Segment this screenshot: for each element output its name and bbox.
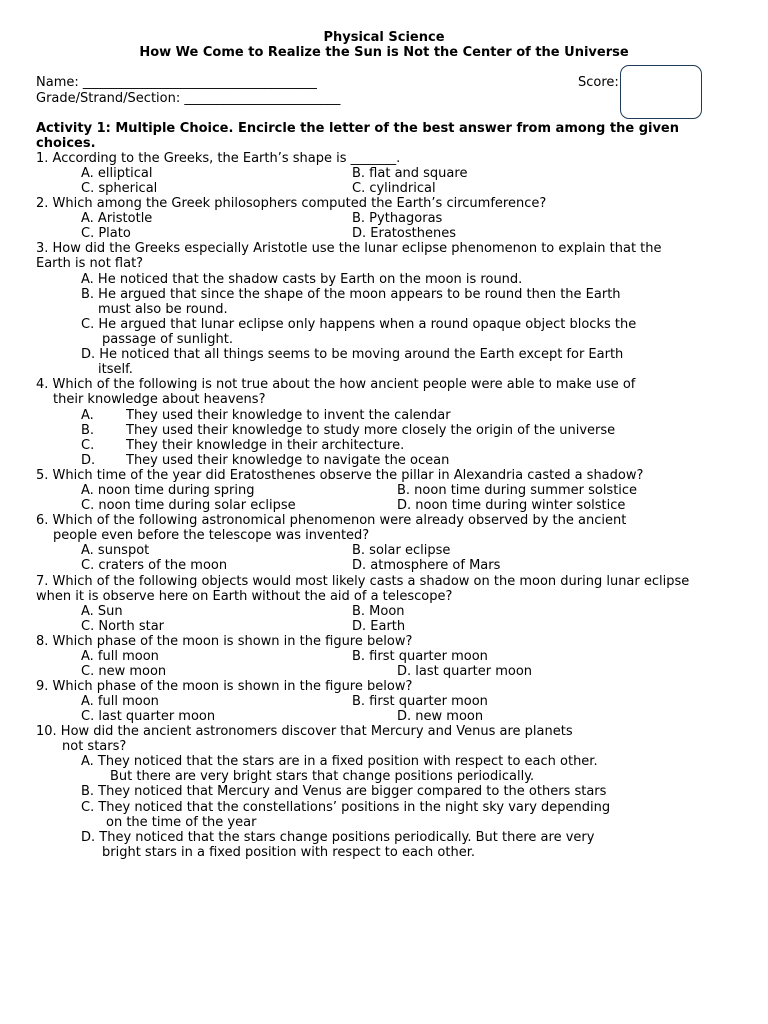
subject-heading: Physical Science bbox=[323, 30, 445, 45]
q6-choice-a: A. sunspot bbox=[81, 543, 150, 558]
q2-choice-d: D. Eratosthenes bbox=[352, 226, 456, 241]
q8-choice-a: A. full moon bbox=[81, 649, 159, 664]
question-6-cont: people even before the telescope was invented? bbox=[53, 528, 370, 543]
question-7-cont: when it is observe here on Earth without the aid of a telescope? bbox=[36, 589, 453, 604]
score-label: Score: bbox=[578, 75, 619, 90]
q4-choice-a-letter: A. bbox=[81, 408, 94, 423]
q5-choice-d: D. noon time during winter solstice bbox=[397, 498, 626, 513]
question-1: 1. According to the Greeks, the Earth’s shape is _______. bbox=[36, 151, 401, 166]
q3-choice-a: A. He noticed that the shadow casts by Earth on the moon is round. bbox=[81, 272, 523, 287]
question-10: 10. How did the ancient astronomers discover that Mercury and Venus are planets bbox=[36, 724, 573, 739]
activity-instructions-cont: choices. bbox=[36, 136, 96, 151]
q9-choice-a: A. full moon bbox=[81, 694, 159, 709]
q9-choice-b: B. first quarter moon bbox=[352, 694, 488, 709]
q7-choice-b: B. Moon bbox=[352, 604, 405, 619]
q9-choice-c: C. last quarter moon bbox=[81, 709, 216, 724]
q7-choice-c: C. North star bbox=[81, 619, 165, 634]
worksheet-title: How We Come to Realize the Sun is Not the Center of the Universe bbox=[139, 45, 629, 60]
q7-choice-a: A. Sun bbox=[81, 604, 123, 619]
question-10-cont: not stars? bbox=[62, 739, 127, 754]
grade-section-field: Grade/Strand/Section: ________________________ bbox=[36, 91, 341, 106]
question-6: 6. Which of the following astronomical phenomenon were already observed by the ancient bbox=[36, 513, 627, 528]
activity-instructions: Activity 1: Multiple Choice. Encircle the letter of the best answer from among the given bbox=[36, 121, 680, 136]
q4-choice-a: They used their knowledge to invent the calendar bbox=[126, 408, 451, 423]
q3-choice-c-cont: passage of sunlight. bbox=[102, 332, 233, 347]
q8-choice-d: D. last quarter moon bbox=[397, 664, 533, 679]
question-9: 9. Which phase of the moon is shown in the figure below? bbox=[36, 679, 413, 694]
question-7: 7. Which of the following objects would most likely casts a shadow on the moon during lunar eclipse bbox=[36, 574, 690, 589]
q3-choice-d: D. He noticed that all things seems to be moving around the Earth except for Earth bbox=[81, 347, 624, 362]
q9-choice-d: D. new moon bbox=[397, 709, 484, 724]
q6-choice-d: D. atmosphere of Mars bbox=[352, 558, 501, 573]
q3-choice-c: C. He argued that lunar eclipse only happens when a round opaque object blocks the bbox=[81, 317, 637, 332]
q5-choice-a: A. noon time during spring bbox=[81, 483, 255, 498]
q7-choice-d: D. Earth bbox=[352, 619, 406, 634]
score-box bbox=[620, 65, 702, 119]
q4-choice-b-letter: B. bbox=[81, 423, 95, 438]
q10-choice-d-cont: bright stars in a fixed position with respect to each other. bbox=[102, 845, 475, 860]
q10-choice-d: D. They noticed that the stars change positions periodically. But there are very bbox=[81, 830, 595, 845]
question-5: 5. Which time of the year did Eratosthenes observe the pillar in Alexandria casted a shadow? bbox=[36, 468, 644, 483]
q5-choice-c: C. noon time during solar eclipse bbox=[81, 498, 296, 513]
question-4-cont: their knowledge about heavens? bbox=[53, 392, 266, 407]
q10-choice-b: B. They noticed that Mercury and Venus are bigger compared to the others stars bbox=[81, 784, 607, 799]
q4-choice-d-letter: D. bbox=[81, 453, 96, 468]
q1-choice-a: A. elliptical bbox=[81, 166, 153, 181]
q10-choice-c: C. They noticed that the constellations’ positions in the night sky vary depending bbox=[81, 800, 611, 815]
question-3-cont: Earth is not flat? bbox=[36, 256, 144, 271]
question-8: 8. Which phase of the moon is shown in the figure below? bbox=[36, 634, 413, 649]
q2-choice-c: C. Plato bbox=[81, 226, 131, 241]
q1-choice-c: C. spherical bbox=[81, 181, 158, 196]
q4-choice-d: They used their knowledge to navigate the ocean bbox=[126, 453, 450, 468]
q3-choice-d-cont: itself. bbox=[98, 362, 133, 377]
name-field: Name: ____________________________________ bbox=[36, 75, 317, 90]
q2-choice-a: A. Aristotle bbox=[81, 211, 153, 226]
q4-choice-c-letter: C. bbox=[81, 438, 95, 453]
q4-choice-b: They used their knowledge to study more closely the origin of the universe bbox=[126, 423, 616, 438]
q8-choice-c: C. new moon bbox=[81, 664, 167, 679]
q2-choice-b: B. Pythagoras bbox=[352, 211, 443, 226]
q5-choice-b: B. noon time during summer solstice bbox=[397, 483, 638, 498]
q10-choice-a-cont: But there are very bright stars that change positions periodically. bbox=[110, 769, 535, 784]
q10-choice-a: A. They noticed that the stars are in a fixed position with respect to each other. bbox=[81, 754, 598, 769]
q4-choice-c: They their knowledge in their architecture. bbox=[126, 438, 405, 453]
q1-choice-d: C. cylindrical bbox=[352, 181, 436, 196]
question-3: 3. How did the Greeks especially Aristotle use the lunar eclipse phenomenon to explain that the bbox=[36, 241, 662, 256]
question-4: 4. Which of the following is not true about the how ancient people were able to make use of bbox=[36, 377, 636, 392]
q6-choice-b: B. solar eclipse bbox=[352, 543, 451, 558]
question-2: 2. Which among the Greek philosophers computed the Earth’s circumference? bbox=[36, 196, 547, 211]
q10-choice-c-cont: on the time of the year bbox=[106, 815, 257, 830]
q8-choice-b: B. first quarter moon bbox=[352, 649, 488, 664]
q6-choice-c: C. craters of the moon bbox=[81, 558, 228, 573]
q3-choice-b: B. He argued that since the shape of the moon appears to be round then the Earth bbox=[81, 287, 621, 302]
q3-choice-b-cont: must also be round. bbox=[98, 302, 228, 317]
q1-choice-b: B. flat and square bbox=[352, 166, 468, 181]
